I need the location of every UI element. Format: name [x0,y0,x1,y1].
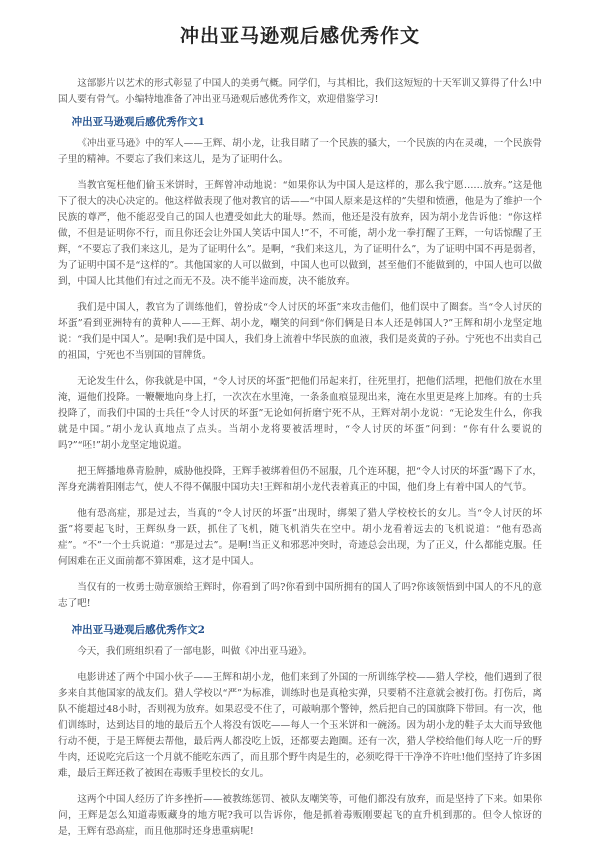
spacer [58,612,542,622]
essay-2-paragraph: 电影讲述了两个中国小伙子——王辉和胡小龙，他们来到了外国的一所训练学校——猎人学校，他们遇到了很多来自其他国家的战友们。猎人学校以“严”为标准，训练时也是真枪实弹，只要稍不注意就会被打伤。打伤后，离队不能超过48小时，否则视为放弃。如果忍受不住了，可敲响那个警钟，然后把自己的国旗降下带回。有一次，他们训练时，达到达目的地的最后五个人将没有饭吃——每人一个玉米饼和一碗汤。因为胡小龙的鞋子太大而导致他行动不便，于是王辉便去帮他，最后两人都没吃上饭，还都要去跑圈。还有一次，猎人学校给他们每人吃一斤的野牛肉，还说吃完后这一个月就不能吃东西了，而且那个野牛肉是生的，必须吃得干干净净不许吐!他们坚持了许多困难，最后王辉还救了被困在毒贩手里校长的女儿。 [58,672,542,779]
essay-1-paragraph: 把王辉播地鼻青脸肿，威胁他投降，王辉手被绑着但仍不屈服，几个连环腿，把“令人讨厌的坏蛋”踢下了水，浑身充满着阳刚志气，使人不得不佩服中国功夫!王辉和胡小龙代表着真正的中国，他们身上有着中国人的气节。 [58,466,542,493]
essay-1-paragraph: 当教官冤枉他们偷玉米饼时，王辉曾冲动地说：“如果你认为中国人是这样的，那么我宁愿……放弃。”这是他下了很大的决心决定的。他这样做表现了他对教官的话——“中国人原来是这样的”失望和愤懑，他是为了维护一个民族的尊严，他不能忍受自己的国人也遭受如此大的耻辱。然而，他还是没有放弃，因为胡小龙告诉他：“你这样做，不但是证明你不行，而且你还会让外国人笑话中国人!”不，不可能，胡小龙一拳打醒了王辉，一句话惊醒了王辉，“不要忘了我们来这儿，是为了证明什么”。是啊，“我们来这儿，为了证明什么”，为了证明中国不再是弱者，为了证明中国不是“这样的”。其他国家的人可以做到，中国人也可以做到，甚至他们不能做到的，中国人也可以做到，中国人比其他们有过之而无不及。决不能半途而废，决不能放弃。 [58,180,542,287]
spacer [58,660,542,670]
spacer [58,782,542,792]
page-title: 冲出亚马逊观后感优秀作文 [179,25,420,47]
spacer [58,364,542,374]
essay-2-paragraph: 今天，我们班组织看了一部电影，叫做《冲出亚马逊》。 [77,646,313,657]
essay-1-paragraph: 我们是中国人，教官为了训练他们，曾扮成“令人讨厌的坏蛋”来攻击他们，他们误中了圈套。当“令人讨厌的坏蛋”看到亚洲特有的黄种人——王辉、胡小龙，嘲笑的问到“你们俩是日本人还是韩国人?”王辉和胡小龙坚定地说：“我们是中国人”。是啊!我们是中国人，我们身上流着中华民族的血液，我们是炎黄的子孙。宁死也不出卖自己的祖国，宁死也不当别国的冒牌货。 [58,302,542,361]
spacer [58,168,542,178]
spacer [58,496,542,506]
essay-1-paragraph: 无论发生什么，你我就是中国，“令人讨厌的坏蛋”把他们吊起来打，往死里打，把他们活埋，把他们放在水里淹，逼他们投降。一鞭鞭地向身上打，一次次在水里淹，一条条血痕显现出来，淹在水里更是疼上加疼。有的士兵投降了，而我们中国的士兵任“令人讨厌的坏蛋”无论如何折磨宁死不从，王辉对胡小龙说：“无论发生什么，你我就是中国。”胡小龙认真地点了点头。当胡小龙将要被活埋时，“令人讨厌的坏蛋”问到：“你有什么要说的吗?”“呸!”胡小龙坚定地说道。 [58,376,542,451]
essay-1-heading: 冲出亚马逊观后感优秀作文1 [71,116,205,128]
spacer [58,454,542,464]
essay-2-heading: 冲出亚马逊观后感优秀作文2 [71,624,205,636]
essay-1-paragraph: 《冲出亚马逊》中的军人——王辉、胡小龙，让我目睹了一个民族的骚大，一个民族的内在灵魂，一个民族骨子里的精神。不要忘了我们来这儿，是为了证明什么。 [58,138,542,165]
spacer [58,290,542,300]
essay-1-paragraph: 他有恐高症，那是过去，当真的“令人讨厌的坏蛋”出现时，绑架了猎人学校校长的女儿。当“令人讨厌的坏蛋”将要起飞时，王辉纵身一跃，抓住了飞机，随飞机消失在空中。胡小龙看着远去的飞机说道：“他有恐高症”。“不”一个士兵说道：“那是过去”。是啊!当正义和邪恶冲突时，奇迹总会出现，为了正义，什么都能克服。任何困难在正义面前都不算困难，这才是中国人。 [58,508,542,567]
essay-2-paragraph: 这两个中国人经历了许多挫折——被教练惩罚、被队友嘲笑等，可他们都没有放弃，而是坚持了下来。如果你问，王辉是怎么知道毒贩藏身的地方呢?我可以告诉你，他是抓着毒贩刚要起飞的直升机到那的。但令人惊讶的是，王辉有恐高症，而且他那时还身患重病呢! [58,794,542,837]
spacer [58,570,542,580]
intro-paragraph: 这部影片以艺术的形式彰显了中国人的美勇气概。同学们，与其相比，我们这短短的十天军训又算得了什么!中国人要有骨气。小编特地准备了冲出亚马逊观后感优秀作文，欢迎借鉴学习! [58,78,542,105]
essay-1-paragraph: 当仅有的一枚勇士勋章颁给王辉时，你看到了吗?你看到中国所拥有的国人了吗?你该领悟到中国人的不凡的意志了吧! [58,582,542,609]
